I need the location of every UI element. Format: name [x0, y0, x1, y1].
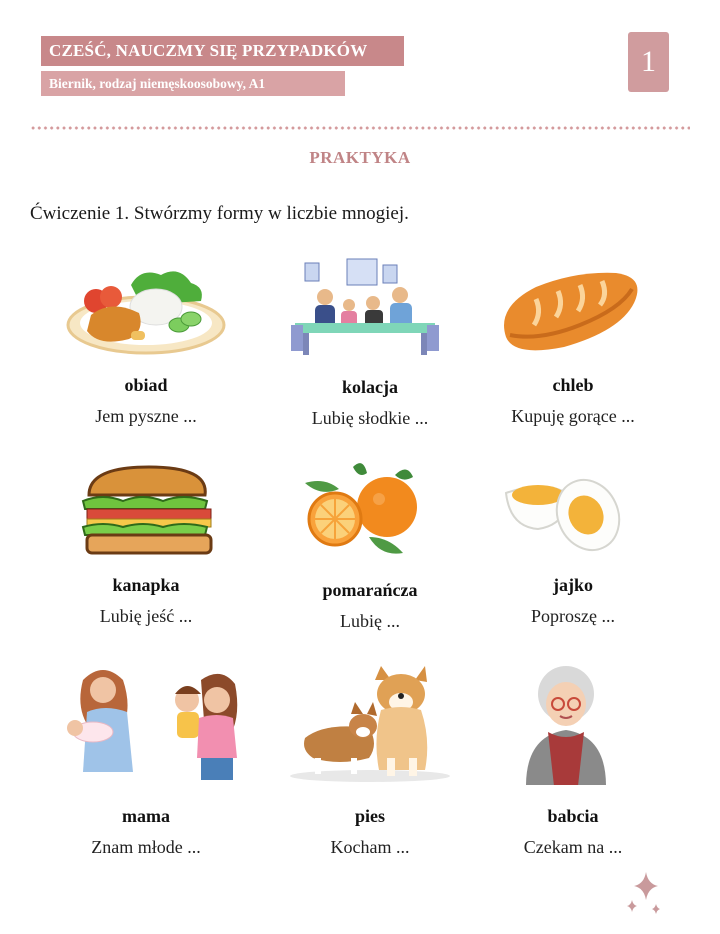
- dinner-plate-icon: [31, 255, 261, 365]
- mother-icon: [31, 660, 261, 785]
- sentence-prompt: Kocham ...: [330, 837, 410, 857]
- page-number-badge: 1: [628, 32, 669, 92]
- dogs-icon: [255, 660, 485, 785]
- sentence-prompt: Poproszę ...: [531, 606, 615, 626]
- sentence-prompt: Lubię słodkie ...: [311, 408, 429, 428]
- word-label: kolacja: [342, 377, 398, 397]
- worksheet-subtitle: Biernik, rodzaj niemęskoosobowy, A1: [41, 71, 345, 96]
- sandwich-icon: [31, 455, 261, 565]
- word-label: jajko: [553, 575, 593, 595]
- word-label: kanapka: [112, 575, 180, 595]
- sentence-prompt: Lubię ...: [340, 611, 400, 631]
- sentence-prompt: Lubię jeść ...: [99, 606, 193, 626]
- word-label: babcia: [547, 806, 599, 826]
- orange-icon: [255, 455, 485, 565]
- word-label: pomarańcza: [322, 580, 418, 600]
- exercise-instruction: Ćwiczenie 1. Stwórzmy formy w liczbie mnogiej.: [30, 203, 409, 224]
- sentence-prompt: Kupuję gorące ...: [511, 406, 635, 426]
- sparkle-icon: [622, 868, 666, 918]
- dotted-divider: [30, 126, 690, 130]
- family-dinner-icon: [255, 255, 485, 365]
- word-label: chleb: [552, 375, 594, 395]
- sentence-prompt: Jem pyszne ...: [95, 406, 197, 426]
- worksheet-title: CZEŚĆ, NAUCZMY SIĘ PRZYPADKÓW: [41, 36, 404, 66]
- word-label: mama: [122, 806, 170, 826]
- bread-icon: [458, 255, 688, 365]
- grandmother-icon: [458, 660, 688, 785]
- word-label: obiad: [124, 375, 168, 395]
- section-title: PRAKTYKA: [309, 148, 411, 167]
- egg-icon: [458, 455, 688, 565]
- sentence-prompt: Znam młode ...: [91, 837, 201, 857]
- sentence-prompt: Czekam na ...: [523, 837, 623, 857]
- word-label: pies: [354, 806, 385, 826]
